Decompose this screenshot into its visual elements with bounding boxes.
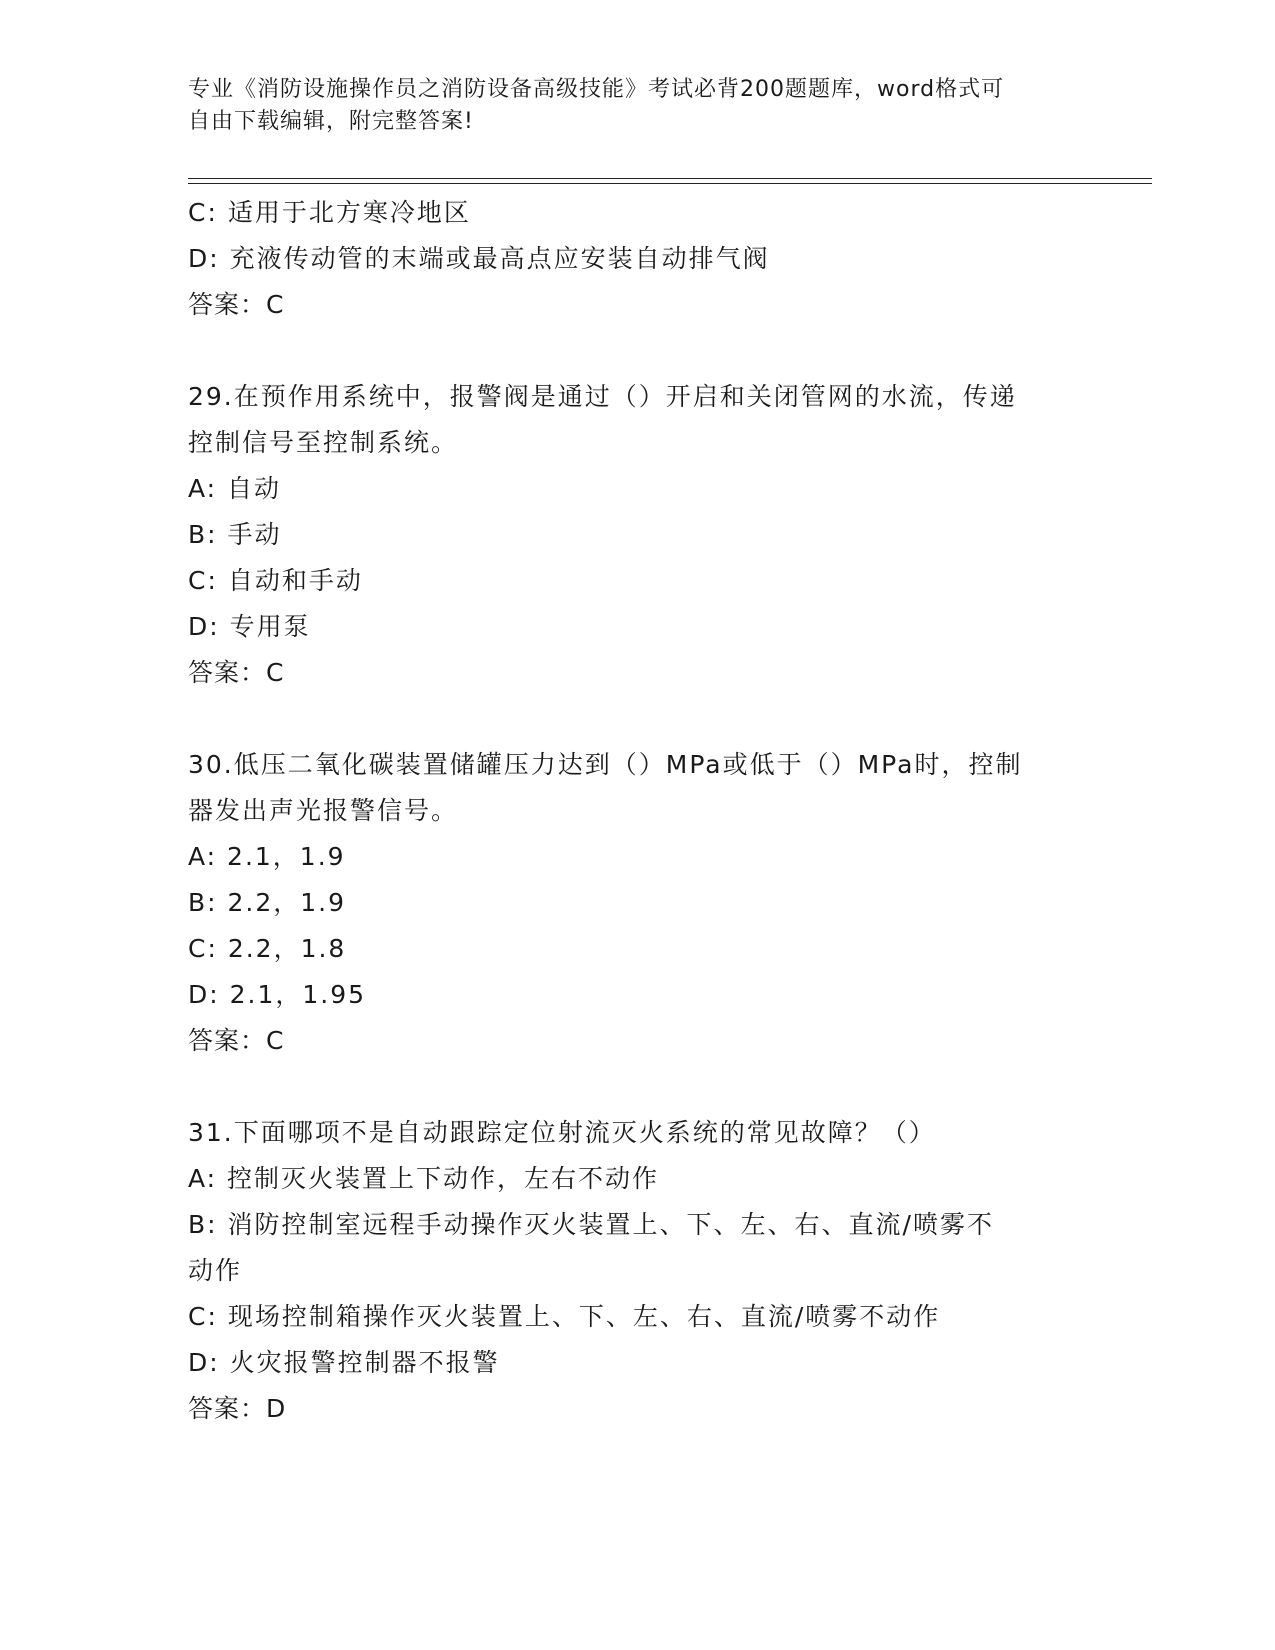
answer: 答案：C <box>188 290 285 319</box>
answer: 答案：C <box>188 1026 285 1055</box>
question-stem: 29.在预作用系统中，报警阀是通过（）开启和关闭管网的水流，传递 <box>188 382 1017 411</box>
question-29 <box>188 374 1088 696</box>
header-line-1: 专业《消防设施操作员之消防设备高级技能》考试必背200题题库，word格式可 <box>188 77 1005 102</box>
question-28-partial <box>188 190 1088 328</box>
option-b: B: 2.2，1.9 <box>188 888 347 917</box>
header-line-2: 自由下载编辑，附完整答案! <box>188 109 474 134</box>
question-stem-continued: 控制信号至控制系统。 <box>188 428 459 457</box>
question-31 <box>188 1110 1088 1432</box>
option-b: B: 消防控制室远程手动操作灭火装置上、下、左、右、直流/喷雾不 <box>188 1210 994 1239</box>
document-body <box>188 190 1088 1432</box>
option-b-continued: 动作 <box>188 1256 243 1285</box>
option-a: A: 控制灭火装置上下动作，左右不动作 <box>188 1164 660 1193</box>
document-header <box>188 74 1068 138</box>
question-stem: 31.下面哪项不是自动跟踪定位射流灭火系统的常见故障？（） <box>188 1118 936 1147</box>
option-d: D: 充液传动管的末端或最高点应安装自动排气阀 <box>188 244 770 273</box>
option-d: D: 专用泵 <box>188 612 311 641</box>
option-c: C: 适用于北方寒冷地区 <box>188 198 471 227</box>
option-d: D: 火灾报警控制器不报警 <box>188 1348 500 1377</box>
option-c: C: 2.2，1.8 <box>188 934 347 963</box>
header-rule-bottom <box>188 183 1152 184</box>
answer: 答案：D <box>188 1394 287 1423</box>
option-a: A: 2.1，1.9 <box>188 842 346 871</box>
spacer <box>188 1064 1088 1110</box>
question-stem-continued: 器发出声光报警信号。 <box>188 796 459 825</box>
option-a: A: 自动 <box>188 474 282 503</box>
option-c: C: 现场控制箱操作灭火装置上、下、左、右、直流/喷雾不动作 <box>188 1302 941 1331</box>
header-rule-top <box>188 178 1152 179</box>
question-30 <box>188 742 1088 1064</box>
spacer <box>188 328 1088 374</box>
option-d: D: 2.1，1.95 <box>188 980 367 1009</box>
option-c: C: 自动和手动 <box>188 566 363 595</box>
question-stem: 30.低压二氧化碳装置储罐压力达到（）MPa或低于（）MPa时，控制 <box>188 750 1023 779</box>
spacer <box>188 696 1088 742</box>
option-b: B: 手动 <box>188 520 282 549</box>
answer: 答案：C <box>188 658 285 687</box>
